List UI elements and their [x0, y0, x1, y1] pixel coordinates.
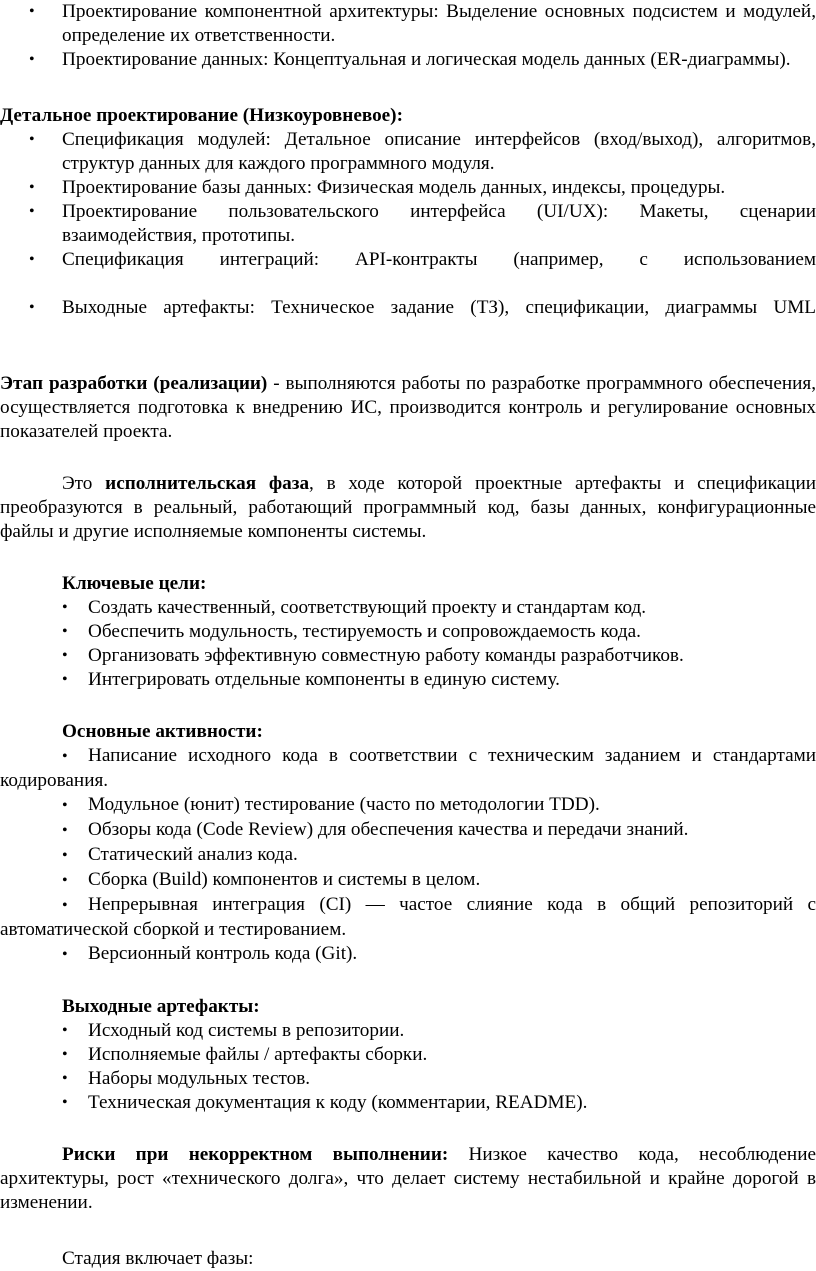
list-item: • Статический анализ кода. — [0, 843, 816, 868]
bullet-icon: • — [62, 1094, 68, 1111]
bullet-icon: • — [62, 647, 68, 664]
list-item: • Непрерывная интеграция (CI) — частое слияние кода в общий репозиторий с автоматической сборкой и тестированием. — [0, 894, 816, 940]
outputs-heading: Выходные артефакты: — [62, 996, 260, 1017]
stage-title: Этап разработки (реализации) — [0, 373, 268, 394]
intro-list — [0, 0, 816, 72]
list-item: • Техническая документация к коду (комментарии, README). — [62, 1092, 588, 1113]
bullet-icon: • — [62, 1022, 68, 1039]
execution-paragraph: Это исполнительская фаза, в ходе которой проектные артефакты и спецификации преобразуются в реальный, работающий программный код, базы данных, конфигурационные файлы и другие исполняемые компоненты системы. — [0, 473, 816, 542]
list-item: • Наборы модульных тестов. — [62, 1068, 311, 1089]
bullet-icon: • — [62, 847, 68, 864]
bullet-icon: • — [29, 131, 35, 148]
bullet-icon: • — [62, 748, 68, 765]
list-item: • Обеспечить модульность, тестируемость и сопровождаемость кода. — [62, 621, 641, 642]
section-heading-detailed: Детальное проектирование (Низкоуровневое): — [0, 105, 403, 126]
bullet-icon: • — [29, 179, 35, 196]
bullet-icon: • — [62, 1070, 68, 1087]
list-item: • Модульное (юнит) тестирование (часто по методологии TDD). — [0, 793, 816, 818]
risks-label: Риски при некорректном выполнении: — [62, 1144, 449, 1165]
bullet-icon: • — [62, 599, 68, 616]
goals-list — [0, 596, 816, 692]
activities-heading: Основные активности: — [62, 721, 263, 742]
goals-heading: Ключевые цели: — [62, 573, 207, 594]
list-item: • Проектирование базы данных: Физическая модель данных, индексы, процедуры. — [29, 177, 726, 198]
bullet-icon: • — [62, 623, 68, 640]
stage-paragraph: Этап разработки (реализации) - выполняются работы по разработке программного обеспечения, осуществляется подготовка к внедрению ИС, производится контроль и регулирование основных показателей проекта. — [0, 373, 816, 442]
list-item: • Написание исходного кода в соответствии с техническим заданием и стандартами кодирования. — [0, 745, 816, 791]
bullet-icon: • — [62, 671, 68, 688]
list-item: • Обзоры кода (Code Review) для обеспечения качества и передачи знаний. — [0, 818, 816, 843]
bullet-icon: • — [62, 872, 68, 889]
list-item: • Выходные артефакты: Техническое задание (ТЗ), спецификации, диаграммы UML — [29, 297, 816, 318]
bullet-icon: • — [62, 897, 68, 914]
bullet-icon: • — [62, 946, 68, 963]
bullet-icon: • — [29, 3, 35, 20]
risks-paragraph: Риски при некорректном выполнении: Низкое качество кода, несоблюдение архитектуры, рост «технического долга», что делает систему нестабильной и крайне дорогой в изменении. — [0, 1144, 816, 1213]
list-item: • Исходный код системы в репозитории. — [62, 1020, 405, 1041]
list-item: • Спецификация интеграций: API-контракты (например, с использованием — [29, 249, 816, 270]
bullet-icon: • — [62, 1046, 68, 1063]
bullet-icon: • — [29, 203, 35, 220]
bullet-icon: • — [62, 822, 68, 839]
list-item: • Интегрировать отдельные компоненты в единую систему. — [62, 669, 560, 690]
phases-intro: Стадия включает фазы: — [62, 1248, 254, 1269]
list-item: • Сборка (Build) компонентов и системы в целом. — [0, 868, 816, 893]
outputs-list — [0, 1019, 816, 1115]
list-item: • Организовать эффективную совместную работу команды разработчиков. — [62, 645, 684, 666]
list-item: • Версионный контроль кода (Git). — [0, 942, 816, 967]
list-item: • Создать качественный, соответствующий проекту и стандартам код. — [62, 597, 647, 618]
bullet-icon: • — [29, 251, 35, 268]
list-item: • Проектирование данных: Концептуальная и логическая модель данных (ER-диаграммы). — [29, 49, 791, 70]
activities-list — [0, 744, 816, 967]
list-item: • Исполняемые файлы / артефакты сборки. — [62, 1044, 428, 1065]
detailed-list — [0, 128, 816, 272]
detailed-artifacts — [0, 296, 816, 320]
bullet-icon: • — [29, 51, 35, 68]
bullet-icon: • — [62, 797, 68, 814]
list-item: • Спецификация модулей: Детальное описание интерфейсов (вход/выход), алгоритмов, структур данных для каждого программного модуля. — [29, 129, 816, 174]
list-item: • Проектирование компонентной архитектуры: Выделение основных подсистем и модулей, определение их ответственности. — [29, 1, 816, 46]
list-item: • Проектирование пользовательского интерфейса (UI/UX): Макеты, сценарии взаимодействия, прототипы. — [29, 201, 816, 246]
bullet-icon: • — [29, 299, 35, 316]
